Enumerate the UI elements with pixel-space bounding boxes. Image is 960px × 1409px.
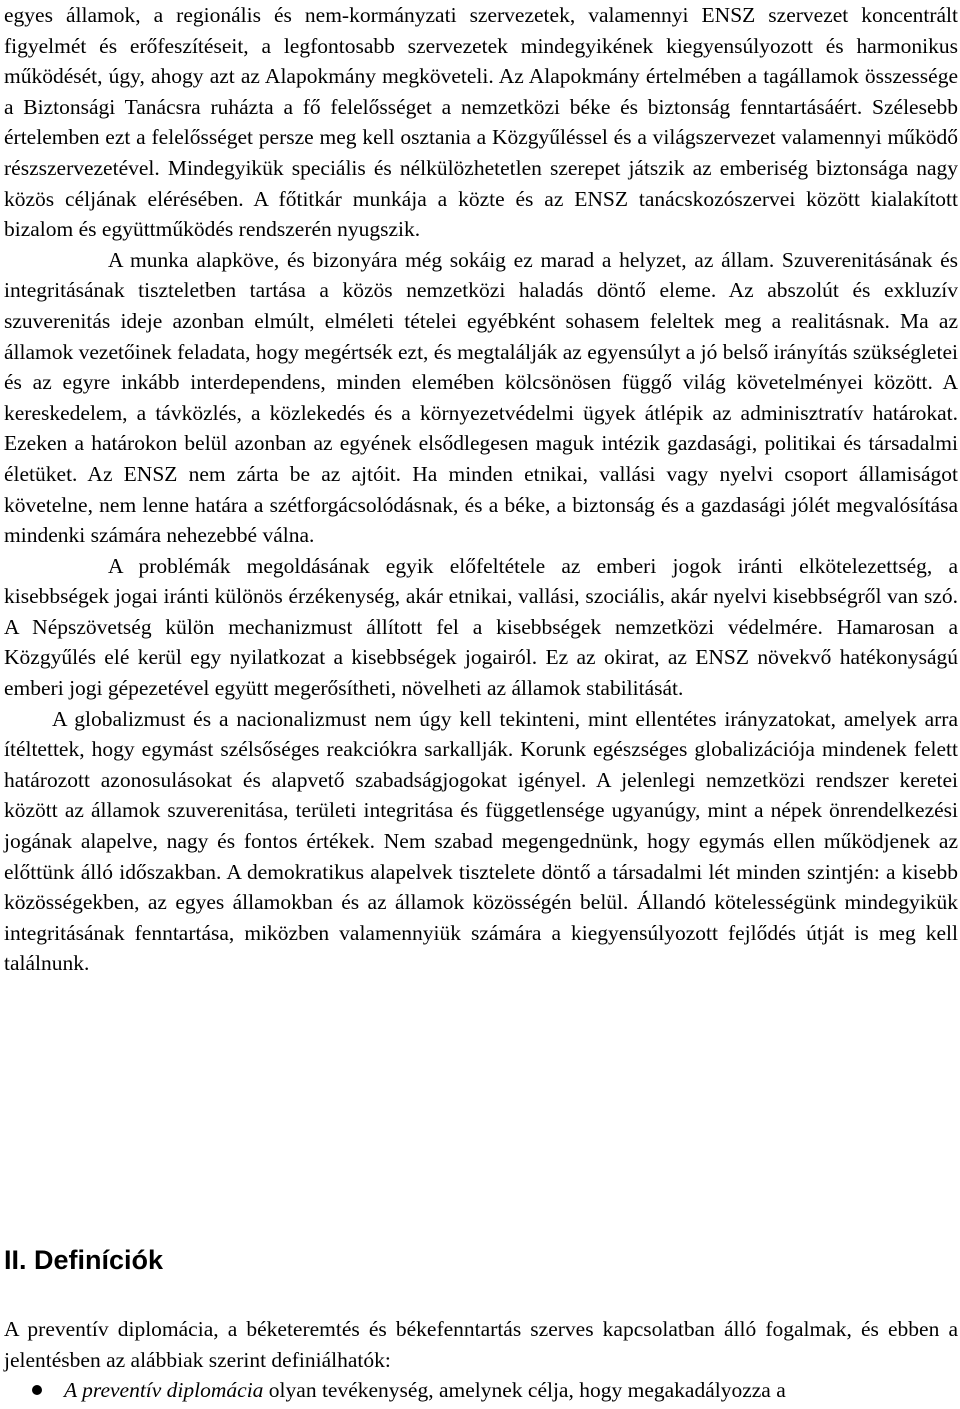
paragraph-4: A globalizmust és a nacionalizmust nem úgy kell tekinteni, mint ellentétes irányzatokat, amelyek arra ítéltettek, hogy egymást szélsőséges reakciókra sarkallják. Korunk egészséges globalizációja mindenek felett határozott azonosulásokat és alapvető szabadságjogokat igényel. A jelenlegi nemzetközi rendszer keretei között az államok szuverenitása, területi integritása és függetlensége ugyanúgy, mint a népek önrendelkezési jogának alapelve, nagy és fontos értékek. Nem szabad megengednünk, hogy egymás ellen működjenek az előttünk álló időszakban. A demokratikus alapelvek tisztelete döntő a társadalmi lét minden szintjén: a kisebb közösségekben, az egyes államokban és az államok közösségén belül. Állandó kötelességünk mindegyikük integritásának fenntartása, miközben valamennyiük számára a kiegyensúlyozott fejlődés útját is meg kell találnunk. [4,706,958,976]
definition-text: olyan tevékenység, amelynek célja, hogy megakadályozza a [263,1378,786,1403]
paragraph-1: egyes államok, a regionális és nem-kormányzati szervezetek, valamennyi ENSZ szervezet koncentrált figyelmét és erőfeszítéseit, a legfontosabb szervezetek mindegyikének kiegyensúlyozott és harmonikus működését, úgy, ahogy azt az Alapokmány megköveteli. Az Alapokmány értelmében a tagállamok összessége a Biztonsági Tanácsra ruházta a fő felelősséget a nemzetközi béke és biztonság fenntartásáért. Szélesebb értelemben ezt a felelősséget persze meg kell osztania a Közgyűléssel és a világszervezet valamennyi működő részszervezetével. Mindegyikük speciális és nélkülözhetetlen szerepet játszik az emberiség biztonsága nagy közös céljának elérésében. A főtitkár munkája a közte és az ENSZ tanácskozószervei között kialakított bizalom és együttműködés rendszerén nyugszik. [4,3,958,242]
body-text [4,0,958,979]
list-item [4,1375,958,1406]
bullet-icon [32,1385,42,1395]
definition-term: A preventív diplomácia [64,1378,264,1403]
paragraph-3: A problémák megoldásának egyik előfeltétele az emberi jogok iránti elkötelezettség, a kisebbségek jogai iránti különös érzékenység, akár etnikai, vallási, szociális, akár nyelvi kisebbségről van szó. A Népszövetség külön mechanizmust állított fel a kisebbségek nemzetközi védelmére. Hamarosan a Közgyűlés elé kerül egy nyilatkozat a kisebbségek jogairól. Ez az okirat, az ENSZ növekvő hatékonyságú emberi jogi gépezetével együtt megerősítheti, növelheti az államok stabilitását. [4,553,958,701]
paragraph-2: A munka alapköve, és bizonyára még sokáig ez marad a helyzet, az állam. Szuverenitásának és integritásának tiszteletben tartása a közös nemzetközi haladás döntő eleme. Az abszolút és exkluzív szuverenitás ideje azonban elmúlt, elméleti tételei egyébként sohasem feleltek meg a realitásnak. Ma az államok vezetőinek feladata, hogy megértsék ezt, és megtalálják az egyensúlyt a jó belső irányítás szükségletei és az egyre inkább interdependens, minden elemében kölcsönösen függő világ követelményei között. A kereskedelem, a távközlés, a közlekedés és a környezetvédelmi ügyek átlépik az adminisztratív határokat. Ezeken a határokon belül azonban az egyének elsődlegesen maguk intézik gazdasági, politikai és társadalmi életüket. Az ENSZ nem zárta be az ajtóit. Ha minden etnikai, vallási vagy nyelvi csoport államiságot követelne, nem lenne határa a szétforgácsolódásnak, és a béke, a biztonság és a gazdasági jólét megvalósítása mindenki számára nehezebbé válna. [4,247,958,548]
definitions-intro: A preventív diplomácia, a béketeremtés és békefenntartás szerves kapcsolatban álló fogalmak, és ebben a jelentésben az alábbiak szerint definiálhatók: [4,1317,958,1372]
definitions-section [4,1314,958,1406]
section-heading: II. Definíciók [4,1245,164,1275]
